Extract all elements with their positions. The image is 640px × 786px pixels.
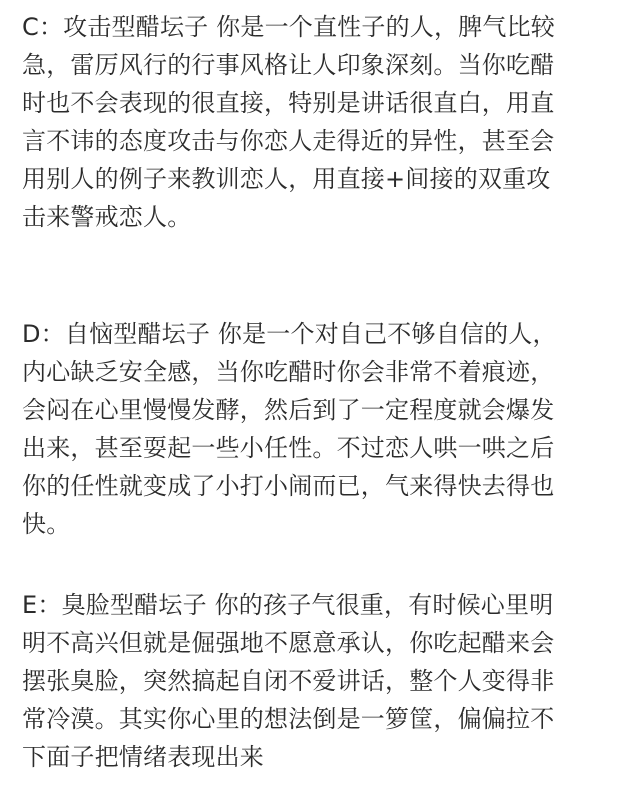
section-e-sulky-face-type [22, 586, 622, 776]
text-line: 用别人的例子来教训恋人，用直接+间接的双重攻 [22, 165, 551, 193]
text-line: 时也不会表现的很直接，特别是讲话很直白，用直 [22, 89, 555, 117]
text-line: 击来警戒恋人。 [22, 203, 192, 231]
text-line: 内心缺乏安全感，当你吃醋时你会非常不着痕迹， [22, 358, 555, 386]
text-line: 会闷在心里慢慢发酵，然后到了一定程度就会爆发 [22, 396, 555, 424]
text-line: 常冷漠。其实你心里的想法倒是一箩筐，偏偏拉不 [22, 705, 555, 733]
text-line: 明不高兴但就是倔强地不愿意承认，你吃起醋来会 [22, 629, 555, 657]
text-line: E：臭脸型醋坛子 你的孩子气很重，有时候心里明 [22, 591, 554, 619]
text-line: 快。 [22, 510, 71, 538]
text-line: 急，雷厉风行的行事风格让人印象深刻。当你吃醋 [22, 51, 555, 79]
section-c-attack-type [22, 8, 622, 236]
section-d-self-annoyed-type [22, 315, 622, 543]
text-line: 出来，甚至耍起一些小任性。不过恋人哄一哄之后 [22, 434, 555, 462]
text-line: 你的任性就变成了小打小闹而已，气来得快去得也 [22, 472, 555, 500]
text-line: 下面子把情绪表现出来 [22, 743, 264, 771]
text-line: 言不讳的态度攻击与你恋人走得近的异性，甚至会 [22, 127, 555, 155]
text-line: D：自恼型醋坛子 你是一个对自己不够自信的人， [22, 320, 557, 348]
text-line: 摆张臭脸，突然搞起自闭不爱讲话，整个人变得非 [22, 667, 555, 695]
text-line: C：攻击型醋坛子 你是一个直性子的人，脾气比较 [22, 13, 555, 41]
